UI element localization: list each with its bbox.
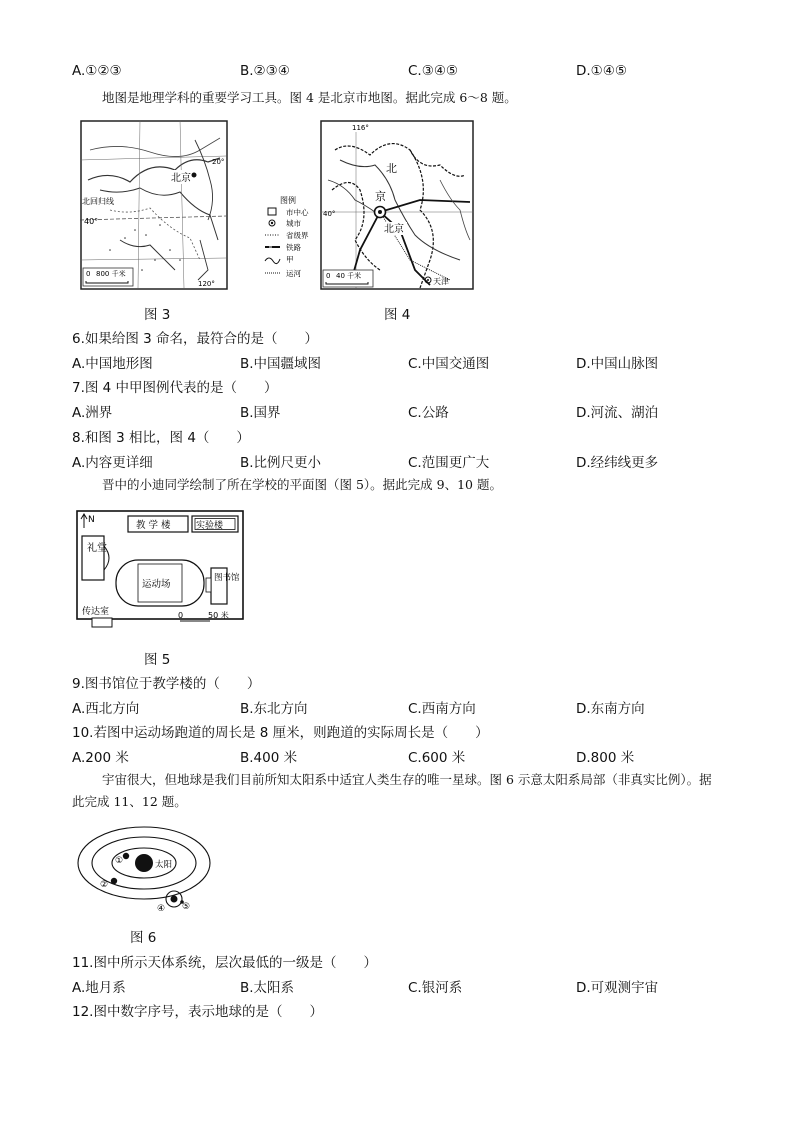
fig3-tropic-label: 北回归线 [82, 197, 114, 206]
fig5-teaching-label: 教 学 楼 [136, 520, 171, 531]
fig4-lon116-label: 116° [352, 124, 369, 132]
q10-option-b[interactable]: B.400 米 [240, 750, 298, 766]
map-legend [262, 195, 322, 290]
q6-options-row [72, 352, 722, 372]
fig4-scale-zero: 0 [326, 272, 331, 280]
q7-stem: 7.图 4 中甲图例代表的是（ ） [72, 380, 278, 396]
fig3-lon120-label: 120° [198, 280, 215, 288]
q7-option-d[interactable]: D.河流、湖泊 [576, 405, 659, 421]
legend-jia [265, 255, 294, 264]
svg-text:市中心: 市中心 [286, 208, 309, 217]
figure-4-map [320, 120, 474, 290]
q9-stem: 9.图书馆位于教学楼的（ ） [72, 676, 261, 692]
fig5-field-label: 运动场 [142, 579, 171, 590]
q8-stem: 8.和图 3 相比，图 4（ ） [72, 430, 250, 446]
fig4-jing-label: 京 [375, 190, 386, 203]
q6-option-c[interactable]: C.中国交通图 [408, 356, 490, 372]
fig4-beijing-label: 北京 [384, 224, 404, 235]
q8-option-b[interactable]: B.比例尺更小 [240, 455, 322, 471]
q10-option-a[interactable]: A.200 米 [72, 750, 129, 766]
intro-11-12: 宇宙很大，但地球是我们目前所知太阳系中适宜人类生存的唯一星球。图 6 示意太阳系局部（非真实比例）。据此完成 11、12 题。 [72, 772, 712, 809]
q9-option-a[interactable]: A.西北方向 [72, 701, 140, 717]
figure-5-school-plan [76, 510, 244, 632]
q6-option-a[interactable]: A.中国地形图 [72, 356, 153, 372]
q9-option-b[interactable]: B.东北方向 [240, 701, 308, 717]
fig5-lab-label: 实验楼 [196, 521, 224, 531]
fig6-sun-label: 太阳 [155, 860, 173, 870]
fig5-caption: 图 5 [144, 652, 171, 668]
legend-city-center [268, 207, 309, 217]
fig4-scale-label: 40 千米 [336, 272, 362, 280]
svg-text:运河: 运河 [286, 269, 301, 278]
q11-option-a[interactable]: A.地月系 [72, 980, 126, 996]
intro-9-10: 晋中的小迪同学绘制了所在学校的平面图（图 5）。据此完成 9、10 题。 [102, 477, 502, 492]
legend-railway [265, 242, 301, 252]
planet-1-icon [123, 853, 129, 859]
fig3-lat40-label: 40° [84, 217, 99, 226]
fig3-scale-label: 800 千米 [96, 270, 126, 278]
q5-option-c[interactable]: C.③④⑤ [408, 63, 459, 79]
fig5-north-label: N [88, 515, 95, 525]
fig3-lat20-label: 20° [212, 158, 225, 166]
fig4-bei-label: 北 [386, 162, 397, 175]
q5-option-d[interactable]: D.①④⑤ [576, 63, 627, 79]
q5-option-b[interactable]: B.②③④ [240, 63, 290, 79]
fig5-scale-zero: 0 [178, 611, 184, 620]
q8-option-c[interactable]: C.范围更广大 [408, 455, 490, 471]
q9-option-d[interactable]: D.东南方向 [576, 701, 645, 717]
q11-option-b[interactable]: B.太阳系 [240, 980, 295, 996]
q9-option-c[interactable]: C.西南方向 [408, 701, 476, 717]
svg-text:城市: 城市 [286, 219, 301, 228]
q9-options-row [72, 697, 722, 717]
planet-2-icon [111, 878, 117, 884]
q7-option-b[interactable]: B.国界 [240, 405, 281, 421]
planet-4-icon [171, 896, 178, 903]
fig3-caption: 图 3 [144, 307, 171, 323]
svg-text:甲: 甲 [286, 255, 294, 264]
legend-title: 图例 [280, 196, 296, 205]
q6-stem: 6.如果给图 3 命名，最符合的是（ ） [72, 331, 319, 347]
fig4-caption: 图 4 [384, 307, 411, 323]
q10-options-row [72, 746, 722, 766]
fig5-scale-label: 50 米 [208, 611, 229, 620]
fig5-gate-label: 传达室 [82, 607, 110, 617]
q8-options-row [72, 451, 722, 471]
legend-canal [265, 269, 301, 278]
fig6-num-4: ④ [157, 904, 166, 914]
sun-icon [135, 854, 153, 872]
intro-6-8: 地图是地理学科的重要学习工具。图 4 是北京市地图。据此完成 6～8 题。 [102, 90, 517, 105]
q12-stem: 12.图中数字序号，表示地球的是（ ） [72, 1004, 323, 1020]
legend-province-border [265, 230, 309, 240]
q11-options-row [72, 976, 722, 996]
q10-stem: 10.若图中运动场跑道的周长是 8 厘米，则跑道的实际周长是（ ） [72, 725, 489, 741]
q11-option-d[interactable]: D.可观测宇宙 [576, 980, 659, 996]
fig6-num-1: ① [115, 856, 124, 866]
q11-option-c[interactable]: C.银河系 [408, 980, 463, 996]
q6-option-d[interactable]: D.中国山脉图 [576, 356, 659, 372]
fig4-lat40-label: 40° [323, 210, 336, 218]
fig6-caption: 图 6 [130, 930, 157, 946]
q7-option-c[interactable]: C.公路 [408, 405, 449, 421]
fig3-beijing-label: 北京 [171, 173, 191, 184]
q10-option-d[interactable]: D.800 米 [576, 750, 635, 766]
q6-option-b[interactable]: B.中国疆域图 [240, 356, 322, 372]
q10-option-c[interactable]: C.600 米 [408, 750, 466, 766]
legend-city [269, 218, 301, 228]
q5-option-a[interactable]: A.①②③ [72, 63, 122, 79]
svg-text:省级界: 省级界 [286, 231, 309, 240]
q8-option-a[interactable]: A.内容更详细 [72, 455, 153, 471]
figure-3-map [80, 120, 228, 290]
fig5-hall-label-1: 礼堂 [87, 543, 107, 554]
fig3-scale-zero: 0 [86, 270, 91, 278]
q7-options-row [72, 401, 722, 421]
fig6-num-5: ⑤ [182, 902, 191, 912]
q5-options-row [72, 63, 722, 83]
q8-option-d[interactable]: D.经纬线更多 [576, 455, 659, 471]
figure-6-solar-system [74, 823, 216, 915]
svg-text:铁路: 铁路 [286, 243, 301, 252]
fig5-library-label: 图书馆 [214, 573, 240, 583]
q11-stem: 11.图中所示天体系统，层次最低的一级是（ ） [72, 955, 377, 971]
q7-option-a[interactable]: A.洲界 [72, 405, 113, 421]
fig4-tianjin-label: 天津 [433, 277, 449, 286]
fig6-num-2: ② [100, 880, 109, 890]
